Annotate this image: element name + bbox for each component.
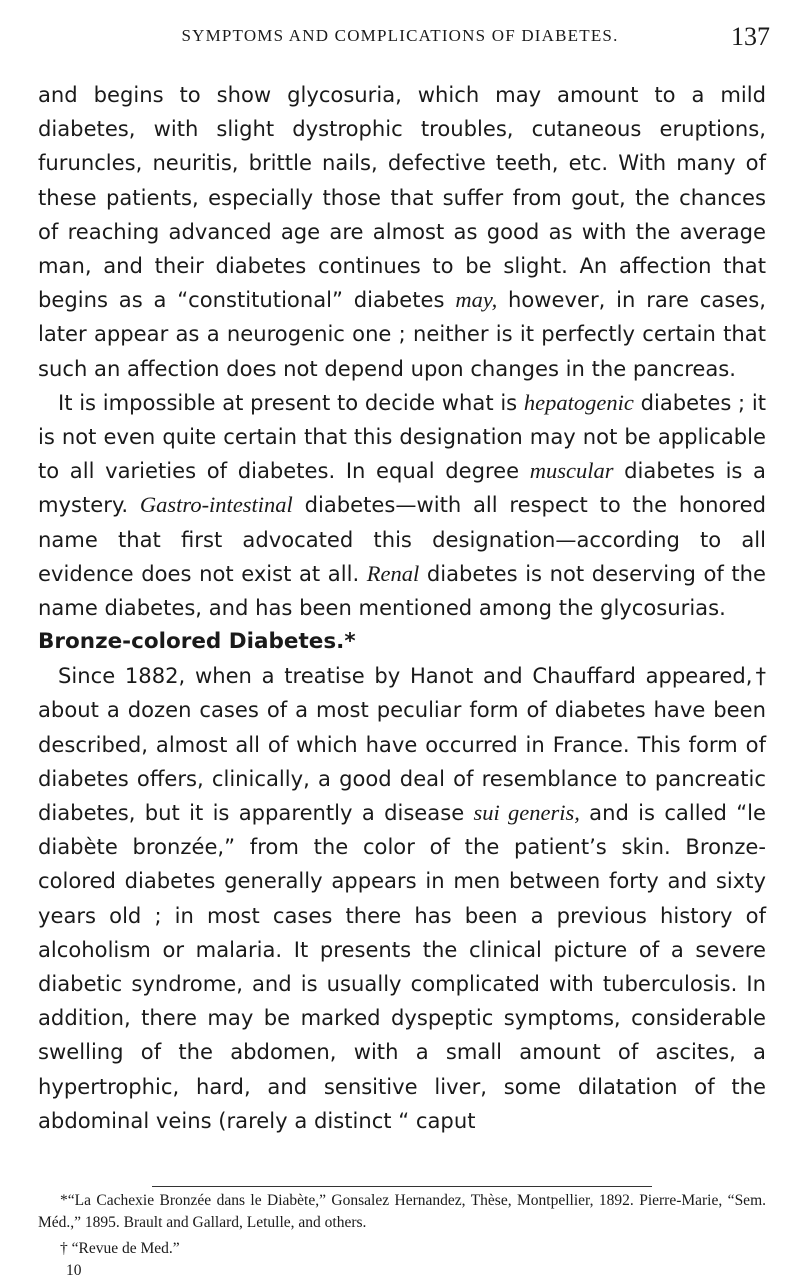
text-run: and begins to show glycosuria, which may amount to a mild diabetes, with slight dystrophic troubles, cutaneous eruptions, furuncles, neuritis, brittle nails, defective teeth, etc. With many of these patients, especially those that suffer from gout, the chances of reaching advanced age are almost as good as with the average man, and their diabetes continues to be slight. An affection that begins as a “constitutional” diabetes: [38, 82, 766, 313]
paragraph-1: [38, 78, 766, 386]
paragraph-2: [38, 386, 766, 625]
text-run: Since 1882, when a treatise by Hanot and Chauffard appeared,† about a dozen cases of a most peculiar form of diabetes have been described, almost all of which have occurred in France. This form of diabetes offers, clinically, a good deal of resemblance to pancreatic diabetes, but it is apparently a disease: [38, 663, 766, 826]
text-run: and is called “le diabète bronzée,” from the color of the patient’s skin. Bronze-colored diabetes generally appears in men between forty and sixty years old ; in most cases there has been a previous history of alcoholism or malaria. It presents the clinical picture of a severe diabetic syndrome, and is usually complicated with tuberculosis. In addition, there may be marked dyspeptic symptoms, considerable swelling of the abdomen, with a small amount of ascites, a hypertrophic, hard, and sensitive liver, some dilatation of the abdominal veins (rarely a distinct “ caput: [38, 800, 767, 1133]
text-run: however, in rare cases, later appear as a neurogenic one ; neither is it perfectly certain that such an affection does not depend upon changes in the pancreas.: [38, 287, 766, 381]
italic-run: muscular: [529, 458, 614, 484]
footnote-2: † “Revue de Med.”: [60, 1240, 180, 1257]
footnote-1: *“La Cachexie Bronzée dans le Diabète,” Gonsalez Hernandez, Thèse, Montpellier, 1892. Pierre-Marie, “Sem. Méd.,” 1895. Brault and Gallard, Letulle, and others.: [38, 1192, 766, 1231]
section-heading: Bronze-colored Diabetes.*: [38, 629, 356, 655]
signature-mark: 10: [66, 1262, 82, 1279]
body-text: [38, 78, 766, 1138]
page-header: [0, 22, 800, 66]
text-run: diabetes ; it is not even quite certain that this designation may not be applicable to all varieties of diabetes. In equal degree: [38, 389, 766, 484]
running-head: SYMPTOMS AND COMPLICATIONS OF DIABETES.: [181, 26, 619, 45]
italic-run: hepatogenic: [523, 389, 634, 415]
italic-run: Gastro-intestinal: [139, 492, 293, 518]
text-run: diabetes—with all respect to the honored name that first advocated this designation—according to all evidence does not exist at all.: [38, 492, 766, 586]
italic-run: Renal: [366, 560, 420, 586]
paragraph-3: [38, 659, 766, 1138]
italic-run: sui generis,: [473, 800, 580, 826]
footnotes: [38, 1190, 766, 1282]
italic-run: may,: [455, 287, 498, 313]
text-run: It is impossible at present to decide what is: [58, 389, 524, 415]
text-run: diabetes is not deserving of the name diabetes, and has been mentioned among the glycosurias.: [38, 560, 767, 621]
page-number: 137: [731, 22, 770, 51]
footnote-divider: [152, 1186, 652, 1187]
text-run: diabetes is a mystery.: [38, 458, 766, 518]
